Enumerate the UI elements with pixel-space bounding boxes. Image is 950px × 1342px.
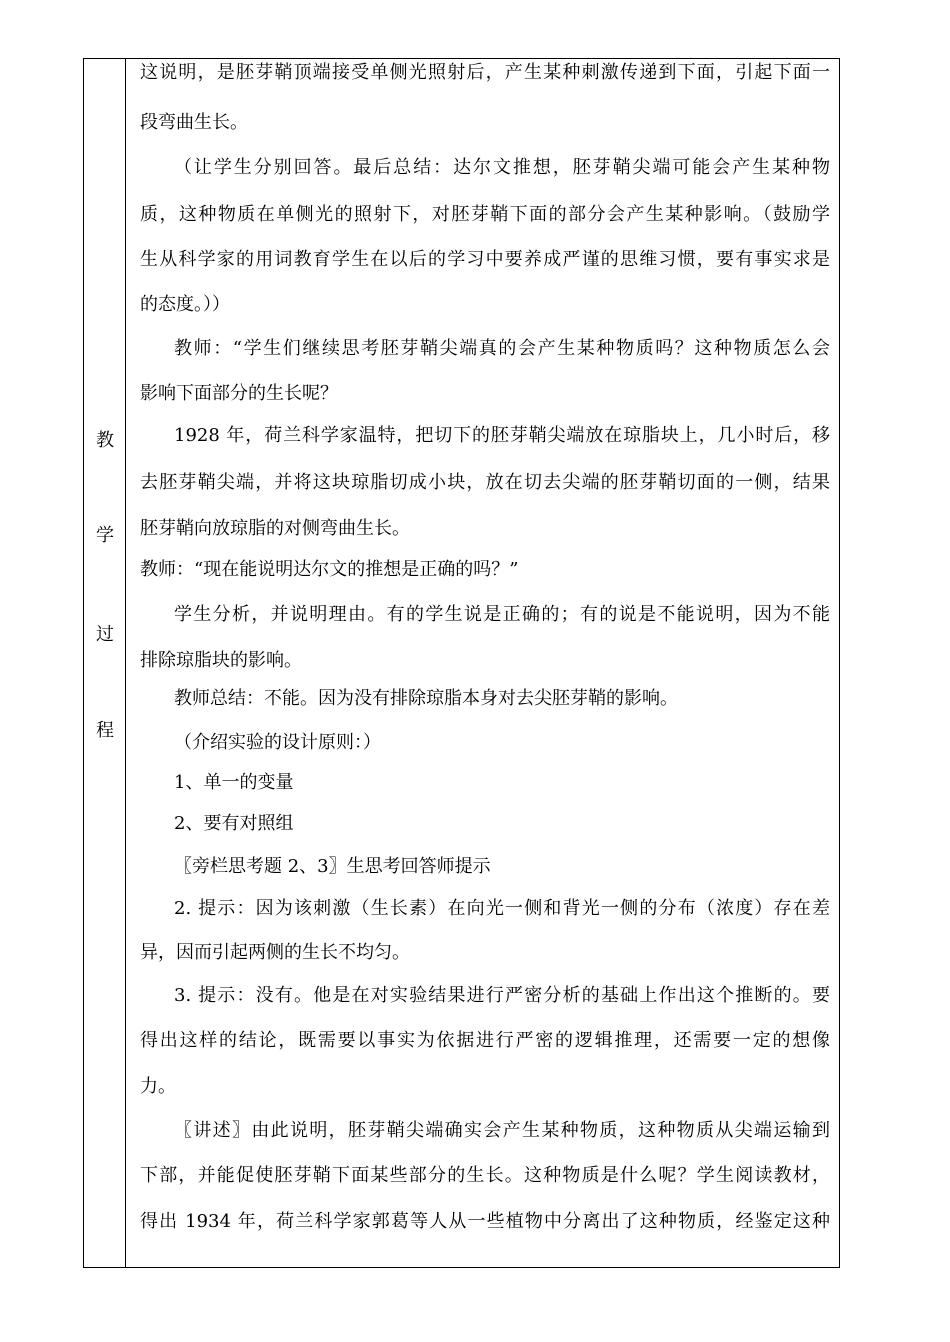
text-line: 1928 年，荷兰科学家温特，把切下的胚芽鞘尖端放在琼脂块上，几小时后，移 (174, 425, 830, 446)
text-line: 的态度。）） (140, 294, 230, 315)
text-line: 3. 提示：没有。他是在对实验结果进行严密分析的基础上作出这个推断的。要 (174, 985, 830, 1006)
text-line: 得出这样的结论，既需要以事实为依据进行严密的逻辑推理，还需要一定的想像 (140, 1030, 830, 1051)
text-line: 力。 (140, 1076, 176, 1097)
side-label-char: 教 (96, 430, 114, 451)
text-line: 教师总结：不能。因为没有排除琼脂本身对去尖胚芽鞘的影响。 (174, 688, 678, 709)
text-line: 质，这种物质在单侧光的照射下，对胚芽鞘下面的部分会产生某种影响。（鼓励学 (140, 204, 830, 225)
text-line: （介绍实验的设计原则：） (174, 732, 381, 753)
text-line: 排除琼脂块的影响。 (140, 650, 302, 671)
text-line: 2、要有对照组 (174, 813, 294, 834)
side-label-char: 过 (96, 624, 114, 645)
text-line: 胚芽鞘向放琼脂的对侧弯曲生长。 (140, 518, 410, 539)
text-line: 教师：“现在能说明达尔文的推想是正确的吗？” (140, 559, 519, 580)
text-line: 去胚芽鞘尖端，并将这块琼脂切成小块，放在切去尖端的胚芽鞘切面的一侧，结果 (140, 472, 830, 493)
text-line: 异，因而引起两侧的生长不均匀。 (140, 942, 410, 963)
text-line: 影响下面部分的生长呢？ (140, 383, 338, 404)
side-label-column (84, 59, 126, 1267)
text-line: （让学生分别回答。最后总结：达尔文推想，胚芽鞘尖端可能会产生某种物 (174, 157, 830, 178)
text-line: 2. 提示：因为该刺激（生长素）在向光一侧和背光一侧的分布（浓度）存在差 (174, 898, 830, 919)
text-line: 生从科学家的用词教育学生在以后的学习中要养成严谨的思维习惯，要有事实求是 (140, 249, 830, 270)
side-label-char: 程 (96, 720, 114, 741)
text-line: 得出 1934 年，荷兰科学家郭葛等人从一些植物中分离出了这种物质，经鉴定这种 (140, 1211, 830, 1232)
text-line: 1、单一的变量 (174, 772, 294, 793)
text-line: 〖讲述〗由此说明，胚芽鞘尖端确实会产生某种物质，这种物质从尖端运输到 (174, 1120, 830, 1141)
lesson-table (83, 58, 840, 1268)
text-line: 教师：“学生们继续思考胚芽鞘尖端真的会产生某种物质吗？这种物质怎么会 (174, 338, 830, 359)
text-line: 学生分析，并说明理由。有的学生说是正确的；有的说是不能说明，因为不能 (174, 604, 830, 625)
side-label-char: 学 (96, 525, 114, 546)
text-line: 段弯曲生长。 (140, 112, 248, 133)
text-line: 下部，并能促使胚芽鞘下面某些部分的生长。这种物质是什么呢？学生阅读教材， (140, 1165, 830, 1186)
text-line: 〖旁栏思考题 2、3〗生思考回答师提示 (174, 856, 491, 877)
text-line: 这说明，是胚芽鞘顶端接受单侧光照射后，产生某种刺激传递到下面，引起下面一 (140, 62, 830, 83)
